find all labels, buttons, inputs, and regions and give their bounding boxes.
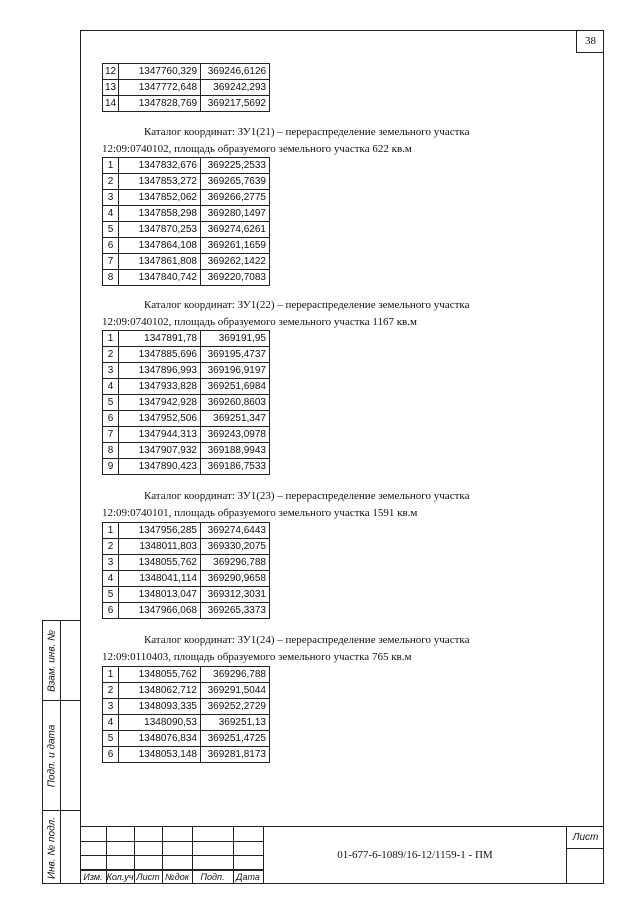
coordinates-table bbox=[102, 666, 270, 763]
point-number-cell: 3 bbox=[103, 555, 119, 571]
coordinates-table-continuation bbox=[102, 63, 270, 112]
coordinates-table bbox=[102, 157, 270, 286]
x-coordinate-cell: 1348055,762 bbox=[119, 667, 201, 683]
section-heading-line2: 12:09:0740102, площадь образуемого земельного участка 622 кв.м bbox=[102, 143, 412, 155]
y-coordinate-cell: 369196,9197 bbox=[201, 363, 270, 379]
point-number-cell: 12 bbox=[103, 64, 119, 80]
y-coordinate-cell: 369274,6443 bbox=[201, 523, 270, 539]
y-coordinate-cell: 369251,6984 bbox=[201, 379, 270, 395]
point-number-cell: 13 bbox=[103, 80, 119, 96]
table-row bbox=[103, 587, 270, 603]
y-coordinate-cell: 369261,1659 bbox=[201, 238, 270, 254]
y-coordinate-cell: 369290,9658 bbox=[201, 571, 270, 587]
point-number-cell: 2 bbox=[103, 174, 119, 190]
point-number-cell: 5 bbox=[103, 731, 119, 747]
section-heading-line2: 12:09:0740101, площадь образуемого земельного участка 1591 кв.м bbox=[102, 507, 418, 519]
table-row bbox=[103, 96, 270, 112]
x-coordinate-cell: 1348013,047 bbox=[119, 587, 201, 603]
y-coordinate-cell: 369330,2075 bbox=[201, 539, 270, 555]
point-number-cell: 8 bbox=[103, 443, 119, 459]
x-coordinate-cell: 1347861,808 bbox=[119, 254, 201, 270]
table-row bbox=[103, 427, 270, 443]
x-coordinate-cell: 1348041,114 bbox=[119, 571, 201, 587]
y-coordinate-cell: 369188,9943 bbox=[201, 443, 270, 459]
table-row bbox=[103, 379, 270, 395]
table-row bbox=[103, 190, 270, 206]
point-number-cell: 6 bbox=[103, 238, 119, 254]
point-number-cell: 3 bbox=[103, 699, 119, 715]
y-coordinate-cell: 369195,4737 bbox=[201, 347, 270, 363]
y-coordinate-cell: 369280,1497 bbox=[201, 206, 270, 222]
x-coordinate-cell: 1347952,506 bbox=[119, 411, 201, 427]
table-row bbox=[103, 158, 270, 174]
table-row bbox=[103, 80, 270, 96]
side-cell-inventory bbox=[43, 811, 80, 884]
point-number-cell: 1 bbox=[103, 331, 119, 347]
y-coordinate-cell: 369265,3373 bbox=[201, 603, 270, 619]
point-number-cell: 6 bbox=[103, 411, 119, 427]
x-coordinate-cell: 1347944,313 bbox=[119, 427, 201, 443]
side-cell-signature bbox=[43, 701, 80, 811]
x-coordinate-cell: 1347870,253 bbox=[119, 222, 201, 238]
x-coordinate-cell: 1347907,932 bbox=[119, 443, 201, 459]
y-coordinate-cell: 369252,2729 bbox=[201, 699, 270, 715]
table-row bbox=[103, 395, 270, 411]
x-coordinate-cell: 1348053,148 bbox=[119, 747, 201, 763]
y-coordinate-cell: 369266,2775 bbox=[201, 190, 270, 206]
col-label-sheet: Лист bbox=[136, 872, 160, 882]
table-row bbox=[103, 747, 270, 763]
x-coordinate-cell: 1347858,298 bbox=[119, 206, 201, 222]
side-cell-replacement bbox=[43, 621, 80, 701]
table-row bbox=[103, 571, 270, 587]
x-coordinate-cell: 1347772,648 bbox=[119, 80, 201, 96]
x-coordinate-cell: 1347890,423 bbox=[119, 459, 201, 475]
y-coordinate-cell: 369251,4725 bbox=[201, 731, 270, 747]
table-row bbox=[103, 539, 270, 555]
table-row bbox=[103, 363, 270, 379]
table-row bbox=[103, 683, 270, 699]
y-coordinate-cell: 369251,13 bbox=[201, 715, 270, 731]
x-coordinate-cell: 1347942,928 bbox=[119, 395, 201, 411]
y-coordinate-cell: 369262,1422 bbox=[201, 254, 270, 270]
table-row bbox=[103, 238, 270, 254]
x-coordinate-cell: 1347853,272 bbox=[119, 174, 201, 190]
col-label-change: Изм. bbox=[83, 872, 103, 882]
point-number-cell: 6 bbox=[103, 747, 119, 763]
title-block bbox=[80, 826, 604, 884]
section-heading-line1: Каталог координат: ЗУ1(24) – перераспределение земельного участка bbox=[144, 634, 470, 646]
x-coordinate-cell: 1348076,834 bbox=[119, 731, 201, 747]
point-number-cell: 1 bbox=[103, 523, 119, 539]
x-coordinate-cell: 1348093,335 bbox=[119, 699, 201, 715]
point-number-cell: 2 bbox=[103, 347, 119, 363]
table-row bbox=[103, 331, 270, 347]
table-row bbox=[103, 64, 270, 80]
point-number-cell: 1 bbox=[103, 667, 119, 683]
y-coordinate-cell: 369225,2533 bbox=[201, 158, 270, 174]
table-row bbox=[103, 459, 270, 475]
y-coordinate-cell: 369260,8603 bbox=[201, 395, 270, 411]
y-coordinate-cell: 369246,6126 bbox=[201, 64, 270, 80]
point-number-cell: 7 bbox=[103, 254, 119, 270]
point-number-cell: 6 bbox=[103, 603, 119, 619]
point-number-cell: 4 bbox=[103, 379, 119, 395]
table-row bbox=[103, 555, 270, 571]
x-coordinate-cell: 1348055,762 bbox=[119, 555, 201, 571]
point-number-cell: 2 bbox=[103, 683, 119, 699]
x-coordinate-cell: 1347852,062 bbox=[119, 190, 201, 206]
point-number-cell: 3 bbox=[103, 363, 119, 379]
point-number-cell: 3 bbox=[103, 190, 119, 206]
point-number-cell: 5 bbox=[103, 587, 119, 603]
x-coordinate-cell: 1347966,068 bbox=[119, 603, 201, 619]
x-coordinate-cell: 1347891,78 bbox=[119, 331, 201, 347]
table-row bbox=[103, 731, 270, 747]
col-label-date: Дата bbox=[236, 872, 260, 882]
y-coordinate-cell: 369265,7639 bbox=[201, 174, 270, 190]
y-coordinate-cell: 369291,5044 bbox=[201, 683, 270, 699]
x-coordinate-cell: 1347885,696 bbox=[119, 347, 201, 363]
document-code: 01-677-6-1089/16-12/1159-1 - ПМ bbox=[263, 827, 566, 884]
x-coordinate-cell: 1348062,712 bbox=[119, 683, 201, 699]
section-heading-line1: Каталог координат: ЗУ1(23) – перераспределение земельного участка bbox=[144, 490, 470, 502]
coordinates-table bbox=[102, 330, 270, 475]
point-number-cell: 4 bbox=[103, 206, 119, 222]
side-label-inventory: Инв. № подл. bbox=[46, 816, 57, 879]
sheet-label: Лист bbox=[567, 827, 604, 849]
x-coordinate-cell: 1347840,742 bbox=[119, 270, 201, 286]
coordinates-table bbox=[102, 522, 270, 619]
x-coordinate-cell: 1347828,769 bbox=[119, 96, 201, 112]
table-row bbox=[103, 347, 270, 363]
section-heading-line2: 12:09:0110403, площадь образуемого земельного участка 765 кв.м bbox=[102, 651, 412, 663]
section-heading bbox=[102, 124, 562, 158]
title-block-grid bbox=[80, 827, 263, 884]
col-label-quantity: Кол.уч bbox=[106, 872, 134, 882]
side-label-signature: Подп. и дата bbox=[46, 724, 57, 787]
y-coordinate-cell: 369242,293 bbox=[201, 80, 270, 96]
y-coordinate-cell: 369243,0978 bbox=[201, 427, 270, 443]
section-heading-line2: 12:09:0740102, площадь образуемого земельного участка 1167 кв.м bbox=[102, 316, 417, 328]
x-coordinate-cell: 1347896,993 bbox=[119, 363, 201, 379]
x-coordinate-cell: 1347956,285 bbox=[119, 523, 201, 539]
table-row bbox=[103, 699, 270, 715]
x-coordinate-cell: 1347760,329 bbox=[119, 64, 201, 80]
x-coordinate-cell: 1348011,803 bbox=[119, 539, 201, 555]
x-coordinate-cell: 1347864,108 bbox=[119, 238, 201, 254]
section-heading-line1: Каталог координат: ЗУ1(21) – перераспределение земельного участка bbox=[144, 126, 470, 138]
page-number: 38 bbox=[576, 30, 604, 53]
y-coordinate-cell: 369274,6261 bbox=[201, 222, 270, 238]
table-row bbox=[103, 174, 270, 190]
section-heading bbox=[102, 488, 562, 522]
point-number-cell: 4 bbox=[103, 571, 119, 587]
table-row bbox=[103, 270, 270, 286]
point-number-cell: 1 bbox=[103, 158, 119, 174]
point-number-cell: 7 bbox=[103, 427, 119, 443]
col-label-document: №док bbox=[165, 872, 189, 882]
side-label-replacement: Взам. инв. № bbox=[46, 629, 57, 692]
section-heading bbox=[102, 297, 562, 331]
table-row bbox=[103, 411, 270, 427]
y-coordinate-cell: 369281,8173 bbox=[201, 747, 270, 763]
point-number-cell: 5 bbox=[103, 222, 119, 238]
table-row bbox=[103, 667, 270, 683]
table-row bbox=[103, 715, 270, 731]
point-number-cell: 14 bbox=[103, 96, 119, 112]
y-coordinate-cell: 369217,5692 bbox=[201, 96, 270, 112]
table-row bbox=[103, 206, 270, 222]
x-coordinate-cell: 1348090,53 bbox=[119, 715, 201, 731]
table-row bbox=[103, 222, 270, 238]
y-coordinate-cell: 369251,347 bbox=[201, 411, 270, 427]
point-number-cell: 8 bbox=[103, 270, 119, 286]
section-heading-line1: Каталог координат: ЗУ1(22) – перераспределение земельного участка bbox=[144, 299, 470, 311]
side-stamp-strip bbox=[42, 620, 80, 884]
point-number-cell: 9 bbox=[103, 459, 119, 475]
x-coordinate-cell: 1347933,828 bbox=[119, 379, 201, 395]
table-row bbox=[103, 443, 270, 459]
point-number-cell: 2 bbox=[103, 539, 119, 555]
sheet-cell bbox=[566, 827, 604, 884]
y-coordinate-cell: 369312,3031 bbox=[201, 587, 270, 603]
x-coordinate-cell: 1347832,676 bbox=[119, 158, 201, 174]
section-heading bbox=[102, 632, 562, 666]
point-number-cell: 4 bbox=[103, 715, 119, 731]
y-coordinate-cell: 369296,788 bbox=[201, 555, 270, 571]
table-row bbox=[103, 603, 270, 619]
y-coordinate-cell: 369186,7533 bbox=[201, 459, 270, 475]
table-row bbox=[103, 254, 270, 270]
table-row bbox=[103, 523, 270, 539]
y-coordinate-cell: 369220,7083 bbox=[201, 270, 270, 286]
point-number-cell: 5 bbox=[103, 395, 119, 411]
y-coordinate-cell: 369296,788 bbox=[201, 667, 270, 683]
y-coordinate-cell: 369191,95 bbox=[201, 331, 270, 347]
col-label-signature: Подп. bbox=[200, 872, 225, 882]
